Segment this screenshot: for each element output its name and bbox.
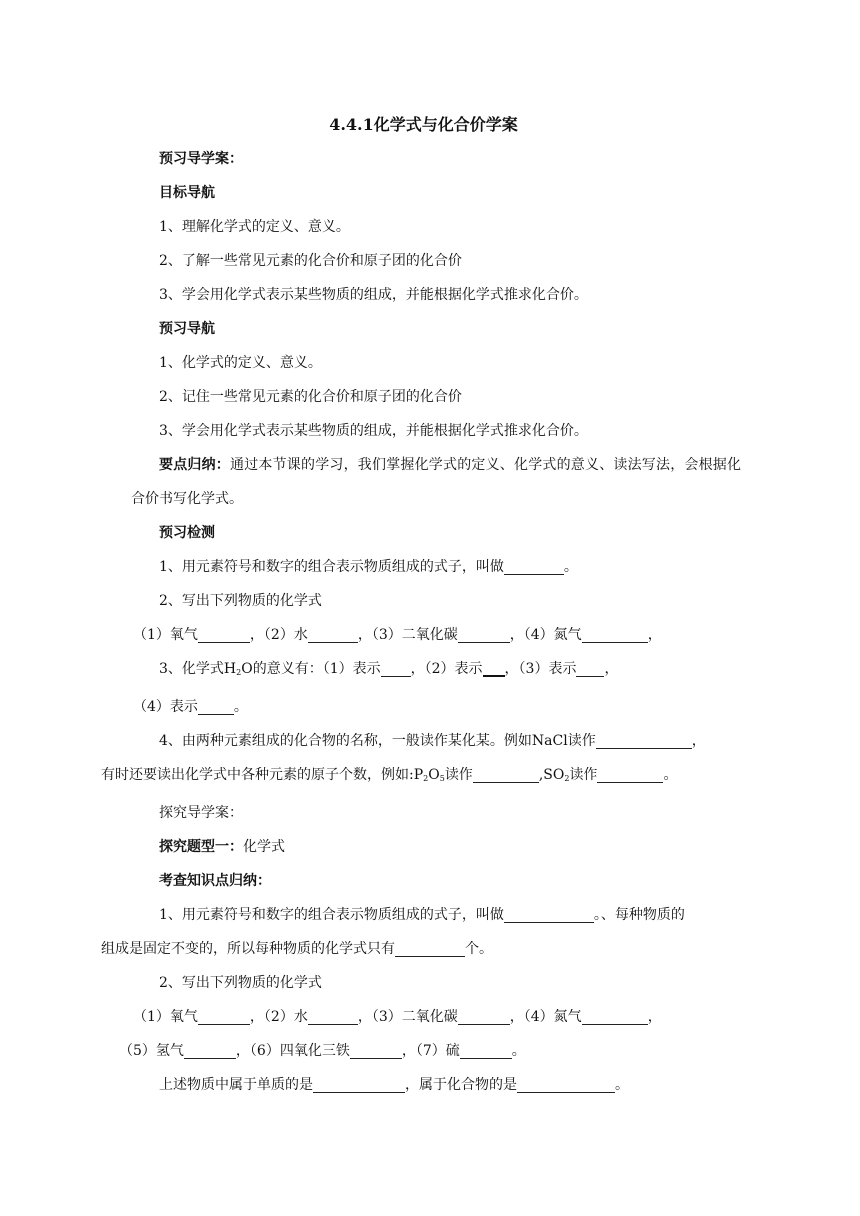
question-text: 4、由两种元素组成的化合物的名称，一般读作某化某。例如NaCl读作 bbox=[159, 733, 596, 749]
goal-item: 3、学会用化学式表示某些物质的组成，并能根据化学式推求化合价。 bbox=[159, 287, 588, 303]
question-text: 3、化学式H bbox=[159, 661, 237, 677]
check-question-3-cont bbox=[131, 690, 741, 724]
item-label: ，（3）二氧化碳 bbox=[357, 1009, 458, 1025]
knowledge-item-1-cont bbox=[101, 932, 741, 966]
subscript: 2 bbox=[423, 774, 429, 783]
question-text: 。 bbox=[663, 767, 678, 783]
subscript: 2 bbox=[564, 774, 570, 783]
guide-item: 2、记住一些常见元素的化合价和原子团的化合价 bbox=[159, 389, 462, 405]
question-text: O bbox=[428, 767, 440, 783]
answer-blank[interactable] bbox=[458, 624, 510, 643]
answer-blank[interactable] bbox=[504, 556, 564, 575]
goal-item: 1、理解化学式的定义、意义。 bbox=[159, 219, 350, 235]
answer-blank[interactable] bbox=[313, 1074, 405, 1093]
question-text: ，（3）表示 bbox=[504, 661, 577, 677]
subscript: 5 bbox=[439, 774, 445, 783]
answer-blank[interactable] bbox=[198, 696, 234, 715]
question-text: 。 bbox=[563, 559, 578, 575]
question-text: 。 bbox=[233, 699, 248, 715]
question-text: ， bbox=[691, 733, 706, 749]
answer-blank[interactable] bbox=[198, 1006, 250, 1025]
question-text: 上述物质中属于单质的是 bbox=[159, 1077, 313, 1093]
question-text: 1、用元素符号和数字的组合表示物质组成的式子，叫做 bbox=[159, 907, 504, 923]
guide-item: 1、化学式的定义、意义。 bbox=[159, 355, 322, 371]
explore-type bbox=[131, 830, 741, 864]
answer-blank[interactable] bbox=[483, 657, 505, 677]
knowledge-heading: 考查知识点归纳： bbox=[159, 873, 271, 889]
question-text: 。 bbox=[615, 1077, 629, 1093]
knowledge-item-2-row2 bbox=[119, 1034, 741, 1068]
answer-blank[interactable] bbox=[517, 1074, 615, 1093]
check-question-1 bbox=[131, 550, 741, 584]
answer-blank[interactable] bbox=[184, 1040, 236, 1059]
answer-blank[interactable] bbox=[308, 1006, 358, 1025]
subscript: 2 bbox=[236, 668, 242, 677]
preview-heading: 预习导学案： bbox=[159, 151, 243, 167]
question-text: O的意义有：（1）表示 bbox=[241, 661, 381, 677]
answer-blank[interactable] bbox=[596, 730, 692, 749]
answer-blank[interactable] bbox=[473, 764, 539, 783]
knowledge-item-2-row1 bbox=[131, 1000, 741, 1034]
question-text: ， bbox=[604, 661, 619, 677]
question-text: ，（2）表示 bbox=[410, 661, 483, 677]
item-label: ，（7）硫 bbox=[401, 1043, 460, 1059]
item-label: ， bbox=[647, 627, 662, 643]
question-text: ，属于化合物的是 bbox=[405, 1077, 517, 1093]
answer-blank[interactable] bbox=[582, 1006, 648, 1025]
guide-heading: 预习导航 bbox=[159, 321, 215, 337]
knowledge-item-3 bbox=[131, 1068, 741, 1102]
item-label: ，（2）水 bbox=[249, 1009, 308, 1025]
item-label: ，（4）氮气 bbox=[509, 627, 582, 643]
question-text: 读作 bbox=[569, 767, 598, 783]
check-question-4 bbox=[131, 724, 741, 758]
question-text: ,SO bbox=[538, 767, 565, 783]
item-label: （1）氧气 bbox=[133, 1009, 198, 1025]
check-question-2-items bbox=[131, 618, 741, 652]
item-label: ，（6）四氧化三铁 bbox=[235, 1043, 350, 1059]
item-label: （5）氢气 bbox=[119, 1043, 184, 1059]
check-question-2: 2、写出下列物质的化学式 bbox=[159, 593, 322, 609]
question-text: 组成是固定不变的，所以每种物质的化学式只有 bbox=[101, 941, 395, 957]
answer-blank[interactable] bbox=[582, 624, 648, 643]
item-label: ，（2）水 bbox=[249, 627, 308, 643]
explore-heading: 探究导学案： bbox=[159, 805, 243, 821]
goal-item: 2、了解一些常见元素的化合价和原子团的化合价 bbox=[159, 253, 462, 269]
answer-blank[interactable] bbox=[308, 624, 358, 643]
summary-text: 通过本节课的学习，我们掌握化学式的定义、化学式的意义、读法写法，会根据化合价书写化学式。 bbox=[131, 457, 741, 507]
item-label: ， bbox=[647, 1009, 662, 1025]
check-question-4-cont bbox=[101, 758, 741, 796]
item-label: 。 bbox=[511, 1043, 526, 1059]
goals-heading: 目标导航 bbox=[159, 185, 215, 201]
question-text: 1、用元素符号和数字的组合表示物质组成的式子，叫做 bbox=[159, 559, 504, 575]
answer-blank[interactable] bbox=[350, 1040, 402, 1059]
check-heading: 预习检测 bbox=[159, 525, 215, 541]
item-label: ，（4）氮气 bbox=[509, 1009, 582, 1025]
item-label: ，（3）二氧化碳 bbox=[357, 627, 458, 643]
question-text: 读作 bbox=[444, 767, 473, 783]
answer-blank[interactable] bbox=[576, 658, 604, 677]
answer-blank[interactable] bbox=[381, 658, 411, 677]
knowledge-item-2: 2、写出下列物质的化学式 bbox=[159, 975, 322, 991]
explore-type-text: 化学式 bbox=[243, 839, 285, 855]
answer-blank[interactable] bbox=[504, 904, 594, 923]
answer-blank[interactable] bbox=[460, 1040, 512, 1059]
summary-label: 要点归纳： bbox=[159, 457, 230, 473]
answer-blank[interactable] bbox=[597, 764, 663, 783]
answer-blank[interactable] bbox=[458, 1006, 510, 1025]
answer-blank[interactable] bbox=[198, 624, 250, 643]
document-content bbox=[101, 108, 741, 1102]
question-text: （4）表示 bbox=[133, 699, 198, 715]
guide-item: 3、学会用化学式表示某些物质的组成，并能根据化学式推求化合价。 bbox=[159, 423, 588, 439]
question-text: 。、每种物质的 bbox=[593, 907, 685, 923]
document-title: 4.4.1化学式与化合价学案 bbox=[329, 115, 518, 134]
question-text: 有时还要读出化学式中各种元素的原子个数，例如:P bbox=[101, 767, 424, 783]
answer-blank[interactable] bbox=[395, 938, 465, 957]
explore-type-label: 探究题型一： bbox=[159, 839, 243, 855]
question-text: 个。 bbox=[465, 941, 493, 957]
check-question-3 bbox=[131, 652, 741, 690]
item-label: （1）氧气 bbox=[133, 627, 198, 643]
knowledge-item-1 bbox=[131, 898, 741, 932]
summary-paragraph bbox=[131, 448, 741, 516]
